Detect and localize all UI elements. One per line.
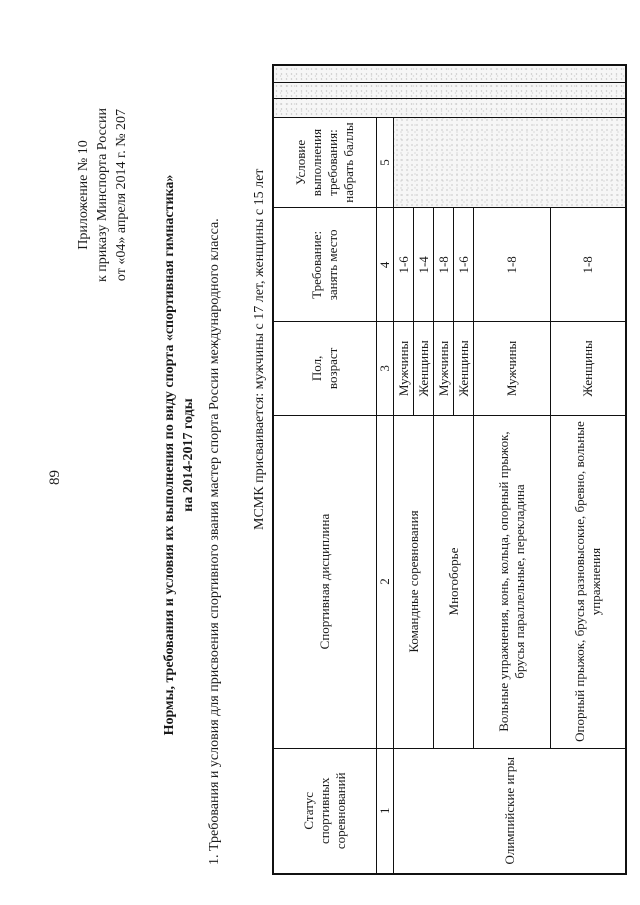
gender-cell: Мужчины	[474, 322, 551, 415]
gender-cell: Мужчины	[434, 322, 454, 415]
discipline-cell: Вольные упражнения, конь, кольца, опорный прыжок, брусья параллельные, перекладина	[474, 415, 551, 748]
gender-cell: Женщины	[454, 322, 474, 415]
points-cell	[394, 117, 627, 208]
header-gender-age: Пол, возраст	[273, 322, 377, 415]
column-number: 2	[377, 415, 394, 748]
appendix-line: Приложение № 10	[76, 140, 91, 250]
column-number: 1	[377, 748, 394, 874]
title-line: Нормы, требования и условия их выполнения по виду спорта «спортивная гимнастика»	[162, 174, 177, 736]
header-status: Статус спортивных соревнований	[273, 748, 377, 874]
speckle-column	[273, 65, 626, 82]
gender-cell: Женщины	[414, 322, 434, 415]
place-cell: 1-8	[474, 208, 551, 322]
speckle-column	[273, 99, 626, 117]
document-title	[160, 155, 198, 755]
table-row	[394, 65, 414, 874]
header-points: Условие выполнения требования: набрать баллы	[273, 117, 377, 208]
column-number: 5	[377, 117, 394, 208]
place-cell: 1-8	[551, 208, 627, 322]
discipline-cell: Опорный прыжок, брусья разновысокие, бревно, вольные упражнения	[551, 415, 627, 748]
discipline-cell: Многоборье	[434, 415, 474, 748]
column-number: 4	[377, 208, 394, 322]
place-cell: 1-6	[394, 208, 414, 322]
place-cell: 1-8	[434, 208, 454, 322]
status-cell: Олимпийские игры	[394, 748, 627, 874]
assignment-note: МСМК присваивается: мужчины с 17 лет, женщины с 15 лет	[252, 168, 267, 530]
title-line: на 2014-2017 годы	[181, 398, 196, 512]
speckle-column	[273, 82, 626, 99]
appendix-line: к приказу Минспорта России	[95, 108, 110, 282]
gender-cell: Мужчины	[394, 322, 414, 415]
column-number: 3	[377, 322, 394, 415]
header-row	[273, 65, 377, 874]
appendix-reference	[74, 45, 131, 345]
header-place: Требование: занять место	[273, 208, 377, 322]
norms-table	[272, 64, 627, 875]
gender-cell: Женщины	[551, 322, 627, 415]
place-cell: 1-4	[414, 208, 434, 322]
column-number-row	[377, 65, 394, 874]
page-number: 89	[47, 470, 63, 485]
appendix-line: от «04» апреля 2014 г. № 207	[114, 108, 129, 282]
discipline-cell: Командные соревнования	[394, 415, 434, 748]
requirements-line: 1. Требования и условия для присвоения спортивного звания мастер спорта России международного класса.	[207, 218, 222, 865]
place-cell: 1-6	[454, 208, 474, 322]
header-discipline: Спортивная дисциплина	[273, 415, 377, 748]
